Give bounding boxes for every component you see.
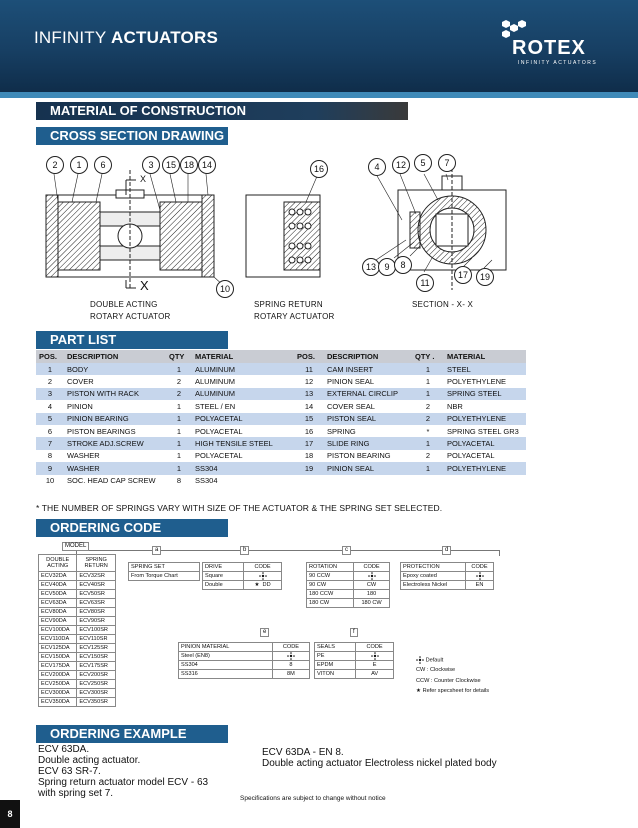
- model-cell: ECV63DA: [39, 599, 77, 608]
- table-cell: 15: [294, 413, 324, 425]
- table-cell: POLYACETAL: [447, 451, 495, 461]
- table-cell: PISTON BEARING: [327, 451, 391, 461]
- callout-12: 12: [392, 156, 410, 174]
- section-marker-x-bottom: X: [140, 278, 149, 293]
- caption-double-acting-1: DOUBLE ACTING: [90, 300, 158, 309]
- seals-option-row: [315, 670, 394, 679]
- table-cell: POLYETHYLENE: [444, 413, 526, 425]
- footer-disclaimer: Specifications are subject to change without notice: [240, 795, 386, 802]
- table-cell: 3: [36, 388, 64, 400]
- pinion-option-label: Steel (EN8): [179, 652, 273, 661]
- callout-6: 6: [94, 156, 112, 174]
- rotation-option-code: [354, 590, 390, 599]
- model-cell: ECV32DA: [39, 572, 77, 581]
- table-cell: CAM INSERT: [324, 363, 412, 375]
- model-row: [39, 653, 116, 662]
- caption-spring-return-1: SPRING RETURN: [254, 300, 323, 309]
- pinion-option-label: SS304: [179, 661, 273, 670]
- seals-option-code: [356, 661, 394, 670]
- table-cell: 1: [412, 437, 444, 449]
- model-cell: ECV300SR: [77, 689, 116, 698]
- default-marker-icon: [416, 657, 424, 663]
- callout-3: 3: [142, 156, 160, 174]
- section-material: MATERIAL OF CONSTRUCTION: [36, 102, 408, 120]
- spring-set-table: [128, 562, 200, 581]
- model-table: [38, 554, 116, 707]
- protection-option-code: [466, 572, 494, 581]
- drive-option-row: [203, 581, 282, 590]
- table-cell: POLYACETAL: [192, 413, 294, 425]
- seals-option-code: [356, 652, 394, 661]
- rotation-code-value: 180: [366, 591, 377, 597]
- callout-15: 15: [162, 156, 180, 174]
- model-cell: ECV32SR: [77, 572, 116, 581]
- model-cell: ECV63SR: [77, 599, 116, 608]
- table-cell: 1: [425, 377, 431, 387]
- pinion-material-table: [178, 642, 310, 679]
- code-bracket-line: [76, 550, 500, 556]
- table-cell: 14: [304, 401, 314, 411]
- model-row: [39, 626, 116, 635]
- model-cell: ECV200DA: [39, 671, 77, 680]
- seals-option-code: [356, 670, 394, 679]
- table-row: [36, 475, 526, 487]
- seals-option-row: [315, 652, 394, 661]
- model-row: [39, 599, 116, 608]
- table-cell: COVER SEAL: [327, 401, 375, 411]
- pinion-option-code: [272, 670, 309, 679]
- table-cell: 18: [304, 451, 314, 461]
- model-cell: ECV80SR: [77, 608, 116, 617]
- callout-2: 2: [46, 156, 64, 174]
- seals-option-row: [315, 661, 394, 670]
- page-header: [0, 0, 638, 92]
- model-row: [39, 662, 116, 671]
- rotation-option-code: [354, 599, 390, 608]
- callout-1: 1: [70, 156, 88, 174]
- table-cell: 2: [166, 388, 192, 400]
- example-left-line: ECV 63 SR-7.: [38, 766, 101, 777]
- drive-option-code: [244, 572, 282, 581]
- default-marker-icon: [416, 656, 424, 664]
- callout-16: 16: [310, 160, 328, 178]
- rotation-option-row: [307, 572, 390, 581]
- table-cell: HIGH TENSILE STEEL: [192, 437, 294, 449]
- model-row: [39, 608, 116, 617]
- table-cell: PINION SEAL: [324, 462, 412, 474]
- table-cell: SPRING STEEL GR3: [447, 426, 519, 436]
- section-cross-section: CROSS SECTION DRAWING: [36, 127, 228, 145]
- table-cell: SS304: [195, 476, 218, 486]
- callout-7: 7: [438, 154, 456, 172]
- seals-table: [314, 642, 394, 679]
- table-cell: PINION: [67, 401, 93, 411]
- protection-table: [400, 562, 494, 590]
- table-cell: 5: [36, 413, 64, 425]
- rotation-option-code: [354, 581, 390, 590]
- legend-cw: CW : Clockwise: [416, 667, 456, 673]
- table-cell: 1: [412, 462, 444, 474]
- header-title: INFINITY ACTUATORS: [34, 28, 218, 47]
- example-left-line: ECV 63DA.: [38, 744, 90, 755]
- drive-code-value: DD: [262, 582, 271, 588]
- example-left-line: Spring return actuator model ECV - 63: [38, 777, 209, 788]
- table-row: [36, 462, 526, 474]
- model-cell: ECV50DA: [39, 590, 77, 599]
- model-head-da: DOUBLE ACTING: [39, 555, 77, 572]
- model-cell: ECV40DA: [39, 581, 77, 590]
- callout-9: 9: [378, 258, 396, 276]
- rotation-option-row: [307, 590, 390, 599]
- rotation-option-code: [354, 572, 390, 581]
- model-cell: ECV110DA: [39, 635, 77, 644]
- code-letter-b: b: [240, 546, 249, 555]
- protection-code-header: CODE: [466, 563, 494, 572]
- table-cell: [324, 475, 412, 487]
- callout-4: 4: [368, 158, 386, 176]
- table-cell: 16: [304, 426, 314, 436]
- cross-section-drawing: [36, 150, 606, 300]
- example-left: [38, 744, 258, 799]
- table-cell: WASHER: [67, 451, 100, 461]
- table-cell: STEEL / EN: [195, 401, 236, 411]
- table-cell: ALUMINUM: [192, 363, 294, 375]
- table-cell: 1: [176, 451, 182, 461]
- rotation-option-row: [307, 581, 390, 590]
- table-cell: *: [426, 426, 430, 436]
- section-part-list: PART LIST: [36, 331, 228, 349]
- model-cell: ECV250DA: [39, 680, 77, 689]
- seals-header: SEALS: [315, 643, 356, 652]
- table-cell: 2: [425, 451, 431, 461]
- callout-17: 17: [454, 266, 472, 284]
- pinion-header: PINION MATERIAL: [179, 643, 273, 652]
- drive-option-label: Double: [203, 581, 244, 590]
- model-cell: ECV175SR: [77, 662, 116, 671]
- table-cell: WASHER: [64, 462, 166, 474]
- table-cell: 10: [45, 476, 55, 486]
- example-left-line: Double acting actuator.: [38, 755, 141, 766]
- col-material-2: MATERIAL: [444, 350, 526, 363]
- drive-code-header: CODE: [244, 563, 282, 572]
- table-cell: COVER: [67, 377, 94, 387]
- model-row: [39, 644, 116, 653]
- legend-ccw: CCW : Counter Clockwise: [416, 678, 481, 684]
- table-cell: 1: [176, 426, 182, 436]
- model-row: [39, 635, 116, 644]
- model-row: [39, 590, 116, 599]
- callout-18: 18: [180, 156, 198, 174]
- table-cell: BODY: [64, 363, 166, 375]
- pinion-code-value: 8M: [287, 671, 295, 677]
- rotation-header: ROTATION: [307, 563, 354, 572]
- seals-option-label: EPDM: [315, 661, 356, 670]
- drive-option-label: Square: [203, 572, 244, 581]
- model-head-sr: SPRING RETURN: [77, 555, 116, 572]
- seals-code-header: CODE: [356, 643, 394, 652]
- table-cell: 19: [294, 462, 324, 474]
- col-pos-2: POS.: [294, 350, 324, 363]
- table-cell: 11: [294, 363, 324, 375]
- rotation-option-label: 180 CW: [307, 599, 354, 608]
- table-row: [36, 450, 526, 462]
- section-ordering-code: ORDERING CODE: [36, 519, 228, 537]
- protection-header: PROTECTION: [401, 563, 466, 572]
- model-cell: ECV300DA: [39, 689, 77, 698]
- seals-code-value: AV: [371, 671, 379, 677]
- rotation-code-value: CW: [366, 582, 377, 588]
- col-pos: POS.: [36, 350, 64, 363]
- model-label: MODEL: [62, 542, 89, 551]
- legend-default: Default: [416, 656, 443, 664]
- callout-14: 14: [198, 156, 216, 174]
- col-material: MATERIAL: [192, 350, 294, 363]
- table-cell: SS304: [192, 462, 294, 474]
- callout-19: 19: [476, 268, 494, 286]
- rotation-table: [306, 562, 390, 608]
- rotation-code-value: 180 CW: [361, 600, 382, 606]
- drive-option-code: [244, 581, 282, 590]
- ordering-code-diagram: [36, 542, 498, 716]
- table-cell: POLYETHYLENE: [444, 462, 526, 474]
- protection-option-label: Epoxy coated: [401, 572, 466, 581]
- default-marker-icon: [368, 572, 376, 580]
- caption-section-xx: SECTION - X- X: [412, 300, 474, 309]
- model-row: [39, 581, 116, 590]
- example-right: [262, 747, 562, 769]
- rotation-option-label: 90 CCW: [307, 572, 354, 581]
- col-description-2: DESCRIPTION: [324, 350, 412, 363]
- table-cell: PISTON SEAL: [324, 413, 412, 425]
- callout-10: 10: [216, 280, 234, 298]
- default-marker-icon: [259, 572, 267, 580]
- model-cell: ECV90DA: [39, 617, 77, 626]
- pinion-option-row: [179, 661, 310, 670]
- caption-spring-return-2: ROTARY ACTUATOR: [254, 312, 335, 321]
- default-marker-icon: [287, 652, 295, 660]
- pinion-option-label: SS316: [179, 670, 273, 679]
- model-cell: ECV350DA: [39, 698, 77, 707]
- protection-code-value: EN: [475, 582, 484, 588]
- code-letter-f: f: [350, 628, 358, 637]
- table-cell: 1: [36, 363, 64, 375]
- code-letter-e: e: [260, 628, 269, 637]
- model-row: [39, 680, 116, 689]
- drive-table: [202, 562, 282, 590]
- model-cell: ECV125DA: [39, 644, 77, 653]
- model-cell: ECV125SR: [77, 644, 116, 653]
- table-cell: POLYACETAL: [444, 437, 526, 449]
- table-cell: 1: [176, 401, 182, 411]
- header-stripe: [0, 92, 638, 98]
- table-cell: 2: [47, 377, 53, 387]
- callout-5: 5: [414, 154, 432, 172]
- table-cell: POLYACETAL: [195, 451, 243, 461]
- table-cell: [444, 475, 526, 487]
- table-cell: SOC. HEAD CAP SCREW: [67, 476, 156, 486]
- table-cell: 2: [412, 413, 444, 425]
- pinion-option-row: [179, 652, 310, 661]
- protection-option-code: [466, 581, 494, 590]
- model-row: [39, 689, 116, 698]
- rotation-option-label: 90 CW: [307, 581, 354, 590]
- table-cell: [412, 475, 444, 487]
- brand-tagline: INFINITY ACTUATORS: [518, 60, 598, 66]
- model-cell: ECV100DA: [39, 626, 77, 635]
- part-list-header: [36, 350, 526, 363]
- section-marker-x-top: X: [140, 174, 147, 184]
- model-row: [39, 617, 116, 626]
- spring-set-value: From Torque Chart: [129, 572, 200, 581]
- model-cell: ECV350SR: [77, 698, 116, 707]
- section-ordering-example: ORDERING EXAMPLE: [36, 725, 228, 743]
- drive-header: DRIVE: [203, 563, 244, 572]
- model-cell: ECV150DA: [39, 653, 77, 662]
- model-row: [39, 572, 116, 581]
- table-cell: 1: [166, 413, 192, 425]
- table-cell: PISTON BEARINGS: [67, 426, 136, 436]
- protection-option-row: [401, 581, 494, 590]
- brand-name: ROTEX: [512, 37, 586, 59]
- table-cell: 17: [294, 437, 324, 449]
- col-qty-2: QTY .: [412, 350, 444, 363]
- springs-note: * THE NUMBER OF SPRINGS VARY WITH SIZE OF THE ACTUATOR & THE SPRING SET SELECTED.: [36, 503, 443, 513]
- protection-option-label: Electroless Nickel: [401, 581, 466, 590]
- page-number: 8: [0, 800, 20, 828]
- table-cell: 9: [36, 462, 64, 474]
- table-cell: [294, 475, 324, 487]
- seals-code-value: E: [372, 662, 377, 668]
- table-row: [36, 437, 526, 449]
- rotation-option-label: 180 CCW: [307, 590, 354, 599]
- table-cell: PINION BEARING: [64, 413, 166, 425]
- table-cell: POLYETHYLENE: [447, 377, 507, 387]
- pinion-option-code: [272, 652, 309, 661]
- seals-option-label: VITON: [315, 670, 356, 679]
- example-right-line: Double acting actuator Electroless nickel plated body: [262, 758, 497, 769]
- model-cell: ECV110SR: [77, 635, 116, 644]
- table-cell: SPRING: [327, 426, 356, 436]
- table-row: [36, 425, 526, 437]
- table-cell: NBR: [447, 401, 463, 411]
- col-description: DESCRIPTION: [64, 350, 166, 363]
- example-right-line: ECV 63DA - EN 8.: [262, 747, 344, 758]
- pinion-option-row: [179, 670, 310, 679]
- default-marker-icon: [476, 572, 484, 580]
- table-cell: 1: [412, 363, 444, 375]
- model-row: [39, 698, 116, 707]
- pinion-option-code: [272, 661, 309, 670]
- table-cell: EXTERNAL CIRCLIP: [324, 388, 412, 400]
- table-cell: POLYACETAL: [195, 426, 243, 436]
- table-cell: 13: [294, 388, 324, 400]
- table-cell: STROKE ADJ.SCREW: [64, 437, 166, 449]
- model-cell: ECV100SR: [77, 626, 116, 635]
- drive-option-row: [203, 572, 282, 581]
- table-row: [36, 363, 526, 375]
- table-cell: 1: [166, 462, 192, 474]
- callout-11: 11: [416, 274, 434, 292]
- spring-set-header: SPRING SET: [129, 563, 200, 572]
- model-row: [39, 671, 116, 680]
- table-cell: 2: [176, 377, 182, 387]
- table-cell: 2: [425, 401, 431, 411]
- model-cell: ECV200SR: [77, 671, 116, 680]
- table-cell: ALUMINUM: [192, 388, 294, 400]
- legend-refer: ★ Refer specsheet for details: [416, 688, 490, 694]
- part-list-table: [36, 350, 526, 487]
- table-row: [36, 375, 526, 387]
- code-letter-a: a: [152, 546, 161, 555]
- table-cell: 1: [412, 388, 444, 400]
- callout-8: 8: [394, 256, 412, 274]
- table-cell: ALUMINUM: [195, 377, 236, 387]
- table-row: [36, 388, 526, 400]
- table-cell: STEEL: [444, 363, 526, 375]
- table-cell: 6: [47, 426, 53, 436]
- model-cell: ECV40SR: [77, 581, 116, 590]
- table-cell: 8: [47, 451, 53, 461]
- table-cell: SLIDE RING: [324, 437, 412, 449]
- table-cell: 7: [36, 437, 64, 449]
- pinion-code-header: CODE: [272, 643, 309, 652]
- model-cell: ECV80DA: [39, 608, 77, 617]
- rotation-code-header: CODE: [354, 563, 390, 572]
- table-cell: 1: [166, 363, 192, 375]
- table-row: [36, 400, 526, 412]
- table-cell: 12: [304, 377, 314, 387]
- model-cell: ECV250SR: [77, 680, 116, 689]
- pinion-code-value: 8: [289, 662, 293, 668]
- table-cell: 4: [47, 401, 53, 411]
- rotex-logo: [498, 18, 608, 68]
- model-cell: ECV175DA: [39, 662, 77, 671]
- example-left-line: with spring set 7.: [38, 788, 114, 799]
- star-icon: ★: [254, 582, 260, 588]
- code-letter-c: c: [342, 546, 351, 555]
- model-cell: ECV50SR: [77, 590, 116, 599]
- code-letter-d: d: [442, 546, 451, 555]
- rotation-option-row: [307, 599, 390, 608]
- default-marker-icon: [371, 652, 379, 660]
- table-cell: PINION SEAL: [327, 377, 375, 387]
- callout-13: 13: [362, 258, 380, 276]
- col-qty: QTY: [166, 350, 192, 363]
- table-cell: PISTON WITH RACK: [64, 388, 166, 400]
- table-row: [36, 413, 526, 425]
- model-cell: ECV90SR: [77, 617, 116, 626]
- protection-option-row: [401, 572, 494, 581]
- table-cell: 1: [166, 437, 192, 449]
- caption-double-acting-2: ROTARY ACTUATOR: [90, 312, 171, 321]
- seals-option-label: PE: [315, 652, 356, 661]
- table-cell: SPRING STEEL: [444, 388, 526, 400]
- model-cell: ECV150SR: [77, 653, 116, 662]
- table-cell: 8: [176, 476, 182, 486]
